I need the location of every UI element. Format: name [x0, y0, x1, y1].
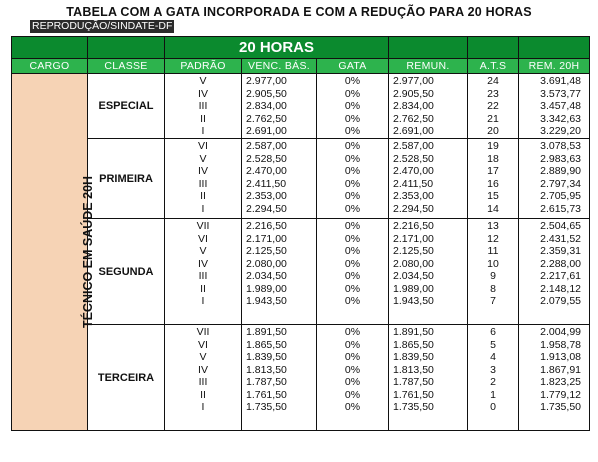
- classe-cell: TERCEIRA: [88, 325, 165, 431]
- cell-value: II: [200, 112, 206, 125]
- cell-value: 3.342,63: [540, 112, 581, 125]
- cell-value: 3.457,48: [540, 100, 581, 112]
- cell-value: 2.762,50: [393, 112, 434, 125]
- cell-value: 2.004,99: [540, 326, 581, 338]
- cell-value: 1.779,12: [540, 388, 581, 401]
- cell-value: 2.353,00: [246, 190, 287, 202]
- cell-value: 1.735,50: [246, 401, 287, 413]
- cell-value: 0%: [344, 363, 361, 376]
- cell-value: 0%: [344, 401, 361, 413]
- photo-credit: REPRODUÇÃO/SINDATE-DF: [32, 20, 173, 32]
- cell-value: 2: [490, 376, 496, 388]
- cell-value: 2.125,50: [246, 245, 287, 257]
- cell-value: III: [198, 376, 208, 388]
- cell-value: 6: [490, 326, 496, 338]
- cell-value: 2.034,50: [246, 270, 287, 282]
- gata-cell: [317, 139, 389, 219]
- cell-value: 1.943,50: [393, 295, 434, 307]
- cell-value: 2.294,50: [393, 202, 434, 215]
- cell-value: V: [199, 245, 207, 257]
- cell-value: 0%: [344, 177, 361, 190]
- gata-cell: [317, 74, 389, 139]
- cell-value: 0%: [344, 295, 361, 307]
- cell-value: 11: [487, 245, 499, 257]
- cell-value: VII: [196, 220, 210, 232]
- cell-value: I: [201, 295, 205, 307]
- cell-value: 2.431,52: [540, 232, 581, 245]
- cell-value: 2.034,50: [393, 270, 434, 282]
- cell-value: 0%: [344, 140, 361, 152]
- cell-value: 2.504,65: [540, 220, 581, 232]
- cell-value: 1.867,91: [540, 363, 581, 376]
- ats-cell: [468, 219, 519, 325]
- cell-value: 2.171,00: [393, 232, 434, 245]
- cell-value: 1.958,78: [540, 338, 581, 351]
- cell-value: 24: [487, 75, 499, 87]
- cell-value: 2.216,50: [246, 220, 287, 232]
- cell-value: 5: [490, 338, 496, 351]
- cell-value: 2.080,00: [393, 257, 434, 270]
- column-header-cargo: CARGO: [12, 59, 88, 74]
- cell-value: VII: [196, 326, 210, 338]
- cell-value: 9: [490, 270, 496, 282]
- cell-value: 1.813,50: [393, 363, 434, 376]
- cell-value: II: [200, 190, 206, 202]
- cell-value: II: [200, 282, 206, 295]
- cell-value: 1.891,50: [393, 326, 434, 338]
- cell-value: I: [201, 401, 205, 413]
- cell-value: 2.294,50: [246, 202, 287, 215]
- cell-value: 2.905,50: [246, 87, 287, 100]
- remun-cell: [389, 325, 468, 431]
- header-band-row: [12, 37, 590, 59]
- cell-value: 8: [490, 282, 496, 295]
- cell-value: V: [199, 351, 207, 363]
- cell-value: 2.079,55: [540, 295, 581, 307]
- cell-value: 15: [487, 190, 499, 202]
- cell-value: 0%: [344, 232, 361, 245]
- cell-value: 2.411,50: [246, 177, 287, 190]
- cell-value: III: [198, 100, 208, 112]
- table-body: [12, 74, 590, 431]
- cell-value: 14: [487, 202, 499, 215]
- cell-value: 2.762,50: [246, 112, 287, 125]
- cell-value: 2.470,00: [393, 165, 434, 177]
- cell-value: IV: [198, 363, 208, 376]
- cell-value: 2.528,50: [246, 152, 287, 165]
- padrao-cell: [165, 139, 242, 219]
- column-header-padrao: PADRÃO: [165, 59, 242, 74]
- header-band-cell: [519, 37, 590, 59]
- cell-value: 0%: [344, 75, 361, 87]
- cell-value: IV: [198, 165, 208, 177]
- header-band-20-horas: 20 HORAS: [165, 37, 389, 59]
- cell-value: 2.983,63: [540, 152, 581, 165]
- table-row: [12, 325, 590, 431]
- cell-value: 7: [490, 295, 496, 307]
- padrao-cell: [165, 325, 242, 431]
- cell-value: 1.735,50: [540, 401, 581, 413]
- cell-value: 0%: [344, 100, 361, 112]
- table-row: [12, 139, 590, 219]
- cell-value: VI: [198, 338, 208, 351]
- salary-table: [11, 36, 590, 431]
- cell-value: 2.834,00: [393, 100, 434, 112]
- cell-value: 2.217,61: [540, 270, 581, 282]
- cell-value: 18: [487, 152, 499, 165]
- cell-value: 2.977,00: [246, 75, 287, 87]
- cell-value: 2.615,73: [540, 202, 581, 215]
- cell-value: 0%: [344, 245, 361, 257]
- cargo-label: TÉCNICO EM SAÚDE 20H: [81, 175, 96, 329]
- cell-value: 2.705,95: [540, 190, 581, 202]
- cell-value: 17: [487, 165, 499, 177]
- rem-20h-cell: [519, 139, 590, 219]
- cell-value: 0%: [344, 165, 361, 177]
- cell-value: 1.761,50: [246, 388, 287, 401]
- header-band-cell: [389, 37, 468, 59]
- cell-value: 2.889,90: [540, 165, 581, 177]
- cell-value: 1.735,50: [393, 401, 434, 413]
- cell-value: 2.171,00: [246, 232, 287, 245]
- cell-value: II: [200, 388, 206, 401]
- cell-value: 1.865,50: [246, 338, 287, 351]
- cell-value: 2.470,00: [246, 165, 287, 177]
- cell-value: 2.834,00: [246, 100, 287, 112]
- cell-value: 2.905,50: [393, 87, 434, 100]
- cell-value: 0%: [344, 376, 361, 388]
- cell-value: V: [199, 75, 207, 87]
- rem-20h-cell: [519, 219, 590, 325]
- cell-value: 1.839,50: [393, 351, 434, 363]
- column-header-row: [12, 59, 590, 74]
- header-band-cell: [88, 37, 165, 59]
- cell-value: 0%: [344, 326, 361, 338]
- cell-value: 0%: [344, 282, 361, 295]
- cell-value: 2.528,50: [393, 152, 434, 165]
- cell-value: 2.797,34: [540, 177, 581, 190]
- cell-value: 1.989,00: [246, 282, 287, 295]
- cell-value: 0%: [344, 125, 361, 137]
- cell-value: 0%: [344, 190, 361, 202]
- padrao-cell: [165, 74, 242, 139]
- cell-value: 2.353,00: [393, 190, 434, 202]
- cell-value: 1.823,25: [540, 376, 581, 388]
- cell-value: 2.691,00: [393, 125, 434, 137]
- cell-value: 2.080,00: [246, 257, 287, 270]
- venc-bas-cell: [242, 219, 317, 325]
- cell-value: 2.125,50: [393, 245, 434, 257]
- padrao-cell: [165, 219, 242, 325]
- cell-value: 2.587,00: [246, 140, 287, 152]
- cell-value: 3.691,48: [540, 75, 581, 87]
- classe-cell: PRIMEIRA: [88, 139, 165, 219]
- cell-value: 0: [490, 401, 496, 413]
- remun-cell: [389, 139, 468, 219]
- table-row: [12, 74, 590, 139]
- cell-value: 0%: [344, 87, 361, 100]
- cell-value: 1.787,50: [246, 376, 287, 388]
- cell-value: 3.573,77: [540, 87, 581, 100]
- cell-value: 1.839,50: [246, 351, 287, 363]
- column-header-rem-20h: REM. 20H: [519, 59, 590, 74]
- cell-value: 0%: [344, 338, 361, 351]
- rem-20h-cell: [519, 74, 590, 139]
- ats-cell: [468, 74, 519, 139]
- cargo-cell: [12, 74, 96, 431]
- cell-value: 1.761,50: [393, 388, 434, 401]
- cell-value: 1.913,08: [540, 351, 581, 363]
- cell-value: 22: [487, 100, 499, 112]
- cell-value: 1.989,00: [393, 282, 434, 295]
- cell-value: 3.229,20: [540, 125, 581, 137]
- cell-value: 2.411,50: [393, 177, 434, 190]
- classe-cell: ESPECIAL: [88, 74, 165, 139]
- cell-value: 0%: [344, 270, 361, 282]
- cell-value: 0%: [344, 257, 361, 270]
- cell-value: 20: [487, 125, 499, 137]
- cell-value: III: [198, 177, 208, 190]
- cell-value: 2.691,00: [246, 125, 287, 137]
- cell-value: 2.977,00: [393, 75, 434, 87]
- cell-value: 2.288,00: [540, 257, 581, 270]
- column-header-ats: A.T.S: [468, 59, 519, 74]
- venc-bas-cell: [242, 139, 317, 219]
- cell-value: 0%: [344, 351, 361, 363]
- cell-value: 1.813,50: [246, 363, 287, 376]
- cell-value: 12: [487, 232, 499, 245]
- cell-value: 1.865,50: [393, 338, 434, 351]
- classe-cell: SEGUNDA: [88, 219, 165, 325]
- venc-bas-cell: [242, 74, 317, 139]
- cell-value: 23: [487, 87, 499, 100]
- remun-cell: [389, 219, 468, 325]
- cell-value: I: [201, 202, 205, 215]
- header-band-cell: [468, 37, 519, 59]
- ats-cell: [468, 325, 519, 431]
- column-header-gata: GATA: [317, 59, 389, 74]
- remun-cell: [389, 74, 468, 139]
- cell-value: 2.148,12: [540, 282, 581, 295]
- cell-value: V: [199, 152, 207, 165]
- cell-value: VI: [198, 140, 208, 152]
- venc-bas-cell: [242, 325, 317, 431]
- table-row: [12, 219, 590, 325]
- cell-value: 16: [487, 177, 499, 190]
- cell-value: 0%: [344, 152, 361, 165]
- cell-value: 1.943,50: [246, 295, 287, 307]
- page-title: TABELA COM A GATA INCORPORADA E COM A REDUÇÃO PARA 20 HORAS: [66, 5, 532, 19]
- rem-20h-cell: [519, 325, 590, 431]
- cell-value: 1: [490, 388, 496, 401]
- cell-value: 13: [487, 220, 499, 232]
- cell-value: III: [198, 270, 208, 282]
- column-header-venc-bas: VENC. BÁS.: [242, 59, 317, 74]
- cell-value: 3.078,53: [540, 140, 581, 152]
- column-header-classe: CLASSE: [88, 59, 165, 74]
- cell-value: I: [201, 125, 205, 137]
- cell-value: 0%: [344, 220, 361, 232]
- cell-value: 1.891,50: [246, 326, 287, 338]
- header-band-cell: [12, 37, 88, 59]
- column-header-remun: REMUN.: [389, 59, 468, 74]
- cell-value: 0%: [344, 388, 361, 401]
- cell-value: 1.787,50: [393, 376, 434, 388]
- gata-cell: [317, 325, 389, 431]
- cell-value: 4: [490, 351, 496, 363]
- cell-value: 19: [487, 140, 499, 152]
- cell-value: 3: [490, 363, 496, 376]
- cell-value: 2.359,31: [540, 245, 581, 257]
- cell-value: 0%: [344, 202, 361, 215]
- cell-value: IV: [198, 257, 208, 270]
- cell-value: 2.587,00: [393, 140, 434, 152]
- cell-value: 21: [487, 112, 499, 125]
- cell-value: 10: [487, 257, 499, 270]
- gata-cell: [317, 219, 389, 325]
- cell-value: IV: [198, 87, 208, 100]
- cell-value: 0%: [344, 112, 361, 125]
- cell-value: VI: [198, 232, 208, 245]
- ats-cell: [468, 139, 519, 219]
- cell-value: 2.216,50: [393, 220, 434, 232]
